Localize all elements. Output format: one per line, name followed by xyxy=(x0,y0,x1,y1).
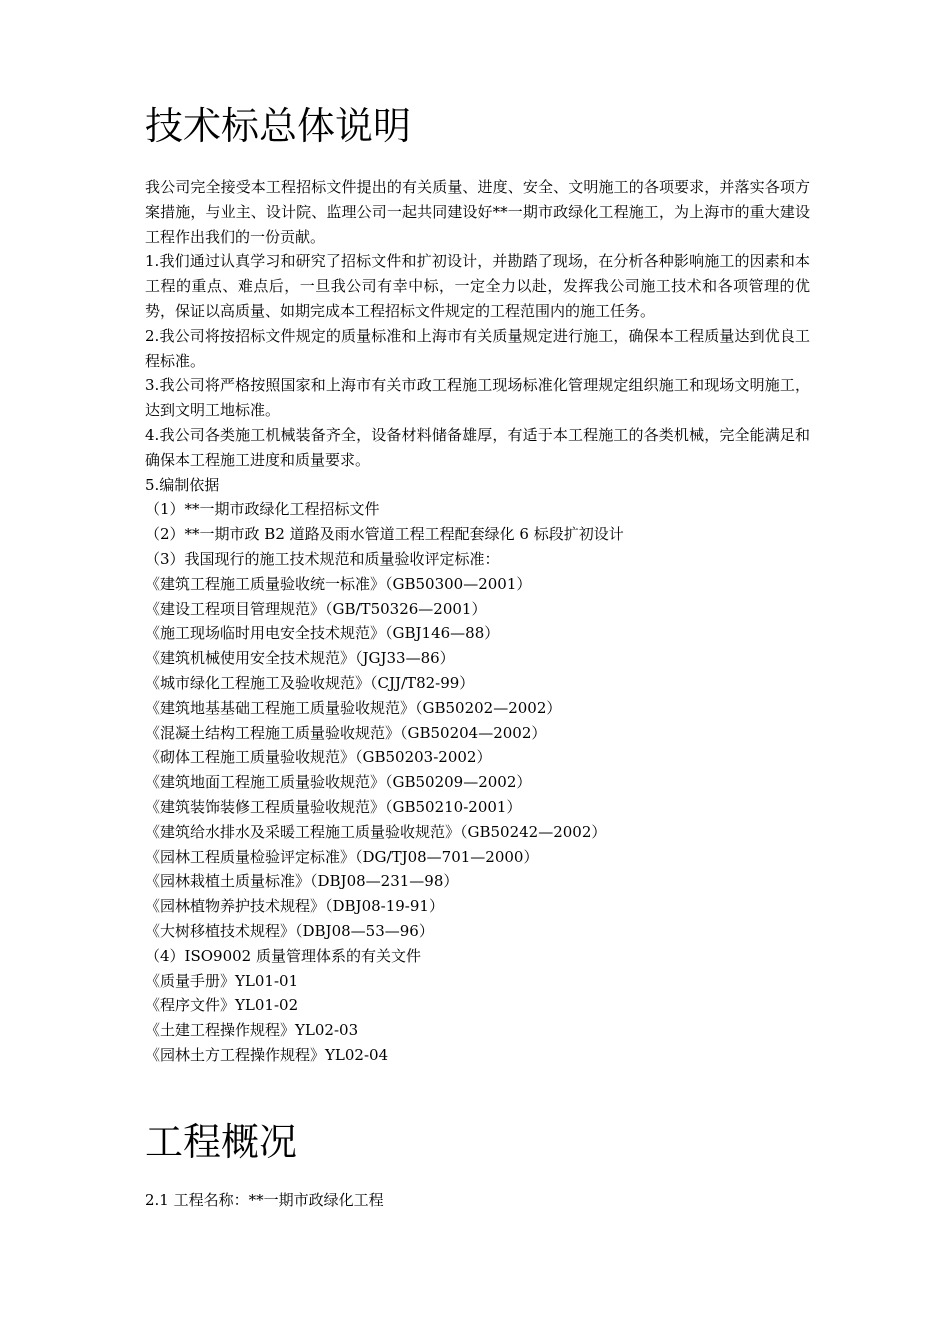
basis-item: 《混凝土结构工程施工质量验收规范》（GB50204—2002） xyxy=(145,723,547,742)
point-1-paragraph: 1.我们通过认真学习和研究了招标文件和扩初设计，并勘踏了现场，在分析各种影响施工的因素和本工程的重点、难点后，一旦我公司有幸中标，一定全力以赴，发挥我公司施工技术和各项管理的优势，保证以高质量、如期完成本工程招标文件规定的工程范围内的施工任务。 xyxy=(145,252,810,320)
basis-item: 《土建工程操作规程》YL02-03 xyxy=(145,1021,359,1040)
basis-list xyxy=(145,497,810,1067)
basis-item: 《建筑地基基础工程施工质量验收规范》（GB50202—2002） xyxy=(145,698,562,717)
point-4-paragraph: 4.我公司各类施工机械装备齐全，设备材料储备雄厚，有适于本工程施工的各类机械，完全能满足和确保本工程施工进度和质量要求。 xyxy=(145,425,810,469)
basis-item: 《程序文件》YL01-02 xyxy=(145,996,299,1015)
section-heading-project: 工程概况 xyxy=(145,1120,298,1164)
basis-item: 《建筑工程施工质量验收统一标准》（GB50300—2001） xyxy=(145,574,532,593)
basis-item: 《园林植物养护技术规程》（DBJ08-19-91） xyxy=(145,897,444,916)
basis-item: 《园林工程质量检验评定标准》（DG/TJ08—701—2000） xyxy=(145,847,539,866)
basis-item: （1）**一期市政绿化工程招标文件 xyxy=(145,500,380,519)
basis-item: 《建筑给水排水及采暖工程施工质量验收规范》（GB50242—2002） xyxy=(145,822,607,841)
project-name-line: 2.1 工程名称：**一期市政绿化工程 xyxy=(145,1191,384,1209)
point-2-paragraph: 2.我公司将按招标文件规定的质量标准和上海市有关质量规定进行施工，确保本工程质量达到优良工程标准。 xyxy=(145,326,810,370)
basis-item: 《园林栽植土质量标准》（DBJ08—231—98） xyxy=(145,872,459,891)
point-3-paragraph: 3.我公司将严格按照国家和上海市有关市政工程施工现场标准化管理规定组织施工和现场文明施工，达到文明工地标准。 xyxy=(145,376,810,420)
intro-paragraph: 我公司完全接受本工程招标文件提出的有关质量、进度、安全、文明施工的各项要求，并落实各项方案措施，与业主、设计院、监理公司一起共同建设好**一期市政绿化工程施工，为上海市的重大建设工程作出我们的一份贡献。 xyxy=(145,178,810,246)
basis-item: 《质量手册》YL01-01 xyxy=(145,971,299,990)
basis-item: 《建筑地面工程施工质量验收规范》（GB50209—2002） xyxy=(145,773,532,792)
basis-item: 《园林土方工程操作规程》YL02-04 xyxy=(145,1045,389,1064)
basis-title: 5.编制依据 xyxy=(145,475,220,494)
basis-item: 《大树移植技术规程》（DBJ08—53—96） xyxy=(145,921,434,940)
document-body xyxy=(145,175,810,1068)
basis-item: （2）**一期市政 B2 道路及雨水管道工程工程配套绿化 6 标段扩初设计 xyxy=(145,525,624,544)
basis-item: 《砌体工程施工质量验收规范》（GB50203-2002） xyxy=(145,748,492,767)
basis-item: 《建筑装饰装修工程质量验收规范》（GB50210-2001） xyxy=(145,797,522,816)
basis-item: 《建筑机械使用安全技术规范》（JGJ33—86） xyxy=(145,649,455,668)
basis-item: 《建设工程项目管理规范》（GB/T50326—2001） xyxy=(145,599,487,618)
basis-item: （3）我国现行的施工技术规范和质量验收评定标准： xyxy=(145,549,500,568)
basis-item: 《施工现场临时用电安全技术规范》（GBJ146—88） xyxy=(145,624,500,643)
basis-item: 《城市绿化工程施工及验收规范》（CJJ/T82-99） xyxy=(145,673,475,692)
basis-item: （4）ISO9002 质量管理体系的有关文件 xyxy=(145,946,421,965)
section-heading-overview: 技术标总体说明 xyxy=(145,104,412,148)
